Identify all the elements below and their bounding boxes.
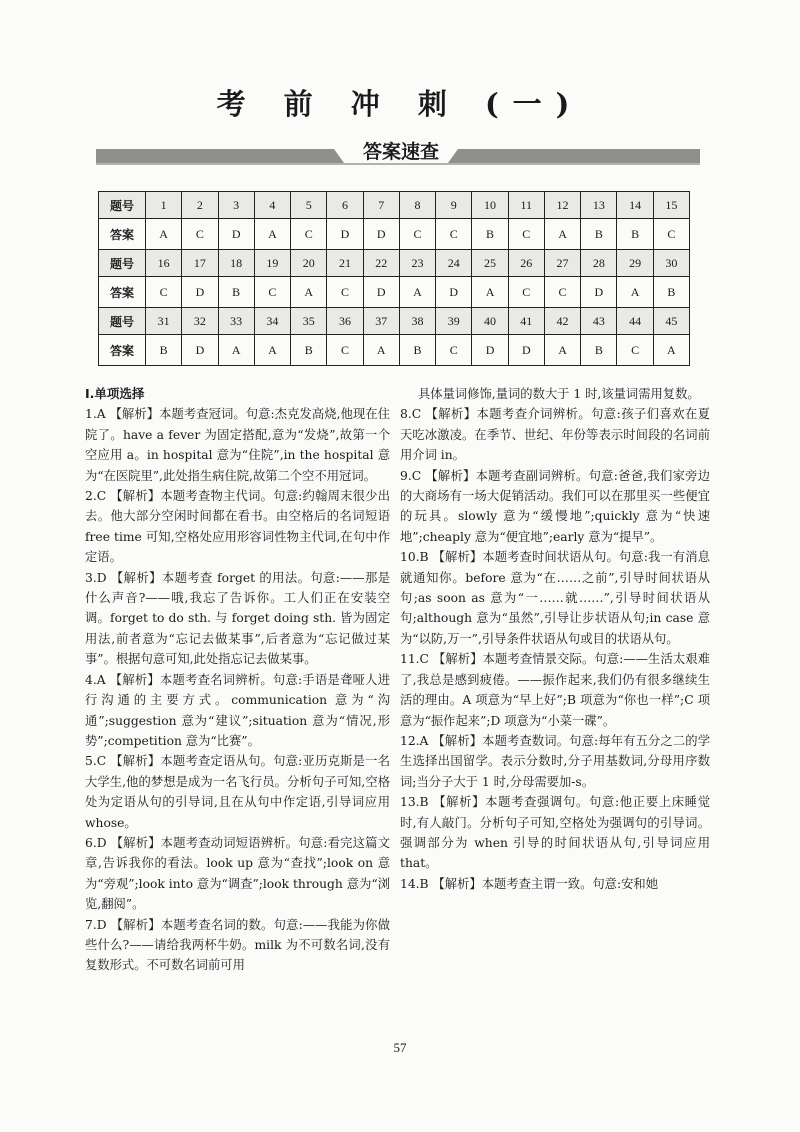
- banner-label: 答案速查: [362, 141, 439, 163]
- row-label-answer: 答案: [99, 219, 146, 250]
- page-title: 考 前 冲 刺 (一): [216, 87, 584, 121]
- question-number-cell: 34: [254, 308, 290, 335]
- question-number-cell: 32: [182, 308, 218, 335]
- explanation-item: 2.C 【解析】本题考查物主代词。句意:约翰周末很少出去。他大部分空闲时间都在看书。由空格后的名词短语 free time 可知,空格处应用形容词性物主代词,在句中作定语。: [85, 489, 390, 565]
- question-number-cell: 3: [218, 192, 254, 219]
- answer-cell: C: [146, 277, 182, 308]
- explanation-item: 12.A 【解析】本题考查数词。句意:每年有五分之二的学生选择出国留学。表示分数时,分子用基数词,分母用序数词;当分子大于 1 时,分母需要加-s。: [400, 733, 710, 789]
- answer-cell: D: [182, 277, 218, 308]
- question-number-cell: 27: [544, 250, 580, 277]
- question-number-cell: 19: [254, 250, 290, 277]
- question-number-cell: 41: [508, 308, 544, 335]
- explanation-item: 11.C 【解析】本题考查情景交际。句意:——生活太艰难了,我总是感到疲倦。——振作起来,我们仍有很多继续生活的理由。A 项意为“早上好”;B 项意为“你也一样”;C 项意为“振作起来”;D 项意为“小菜一碟”。: [400, 652, 710, 728]
- answer-cell: C: [327, 335, 363, 366]
- left-column: [85, 384, 390, 976]
- explanation-item: 5.C 【解析】本题考查定语从句。句意:亚历克斯是一名大学生,他的梦想是成为一名飞行员。分析句子可知,空格处为定语从句的引导词,且在从句中作定语,引导词应用 whose。: [85, 754, 390, 830]
- explanation-item: 13.B 【解析】本题考查强调句。句意:他正要上床睡觉时,有人敲门。分析句子可知,空格处为强调句的引导词。强调部分为 when 引导的时间状语从句,引导词应用 that。: [400, 795, 710, 871]
- answer-row: [99, 219, 690, 250]
- question-number-cell: 40: [472, 308, 508, 335]
- question-number-cell: 5: [291, 192, 327, 219]
- question-number-cell: 10: [472, 192, 508, 219]
- explanation-item: 6.D 【解析】本题考查动词短语辨析。句意:看完这篇文章,告诉我你的看法。look up 意为“查找”;look on 意为“旁观”;look into 意为“调查”;look through 意为“浏览,翻阅”。: [85, 835, 390, 912]
- question-number-cell: 23: [399, 250, 435, 277]
- question-number-cell: 15: [653, 192, 689, 219]
- section-title: Ⅰ.单项选择: [85, 386, 145, 401]
- row-label-answer: 答案: [99, 277, 146, 308]
- answer-cell: C: [544, 277, 580, 308]
- explanation-item: 7.D 【解析】本题考查名词的数。句意:——我能为你做些什么?——请给我两杯牛奶。milk 为不可数名词,没有复数形式。不可数名词前可用: [85, 917, 390, 973]
- answer-cell: C: [254, 277, 290, 308]
- question-number-cell: 28: [581, 250, 617, 277]
- question-number-cell: 20: [291, 250, 327, 277]
- answer-cell: B: [653, 277, 689, 308]
- explanation-item: 3.D 【解析】本题考查 forget 的用法。句意:——那是什么声音?——哦,我忘了告诉你。工人们正在安装空调。forget to do sth. 与 forget doing sth. 皆为固定用法,前者意为“忘记去做某事”,后者意为“忘记做过某事”。根据句意可知,此处指忘记去做某事。: [85, 570, 390, 667]
- question-number-cell: 22: [363, 250, 399, 277]
- answer-cell: C: [653, 219, 689, 250]
- answer-cell: D: [581, 277, 617, 308]
- answer-cell: D: [327, 219, 363, 250]
- question-number-cell: 44: [617, 308, 653, 335]
- row-label-number: 题号: [99, 192, 146, 219]
- question-number-row: [99, 192, 690, 219]
- answer-cell: C: [617, 335, 653, 366]
- answer-cell: C: [436, 335, 472, 366]
- explanation-item: 14.B 【解析】本题考查主谓一致。句意:安和她: [400, 876, 658, 891]
- answer-cell: A: [291, 277, 327, 308]
- question-number-cell: 18: [218, 250, 254, 277]
- answer-cell: A: [254, 219, 290, 250]
- question-number-cell: 16: [146, 250, 182, 277]
- explanation-item: 1.A 【解析】本题考查冠词。句意:杰克发高烧,他现在住院了。have a fever 为固定搭配,意为“发烧”,故第一个空应用 a。in hospital 意为“住院”,in the hospital 意为“在医院里”,此处指生病住院,故第二个空不用冠词。: [85, 407, 390, 483]
- answer-cell: A: [146, 219, 182, 250]
- right-column: [400, 384, 710, 894]
- question-number-cell: 8: [399, 192, 435, 219]
- question-number-row: [99, 308, 690, 335]
- question-number-cell: 13: [581, 192, 617, 219]
- question-number-cell: 45: [653, 308, 689, 335]
- question-number-cell: 25: [472, 250, 508, 277]
- answer-cell: C: [399, 219, 435, 250]
- continued-text: 具体量词修饰,量词的数大于 1 时,该量词需用复数。: [418, 387, 700, 401]
- page-number: 57: [393, 1040, 407, 1055]
- question-number-cell: 42: [544, 308, 580, 335]
- answer-cell: A: [254, 335, 290, 366]
- question-number-cell: 29: [617, 250, 653, 277]
- explanation-item: 10.B 【解析】本题考查时间状语从句。句意:我一有消息就通知你。before 意为“在……之前”,引导时间状语从句;as soon as 意为“一……就……”,引导时间状语从句;although 意为“虽然”,引导让步状语从句;in case 意为“以防,万一”,引导条件状语从句或目的状语从句。: [400, 550, 710, 646]
- explanation-item: 9.C 【解析】本题考查副词辨析。句意:爸爸,我们家旁边的大商场有一场大促销活动。我们可以在那里买一些便宜的玩具。slowly 意为“缓慢地”;quickly 意为“快速地”;cheaply 意为“便宜地”;early 意为“提早”。: [400, 468, 710, 544]
- question-number-cell: 30: [653, 250, 689, 277]
- question-number-cell: 1: [146, 192, 182, 219]
- answer-cell: B: [581, 219, 617, 250]
- answer-cell: A: [617, 277, 653, 308]
- question-number-cell: 17: [182, 250, 218, 277]
- answer-banner: [96, 143, 700, 165]
- answer-cell: D: [472, 335, 508, 366]
- question-number-cell: 43: [581, 308, 617, 335]
- row-label-number: 题号: [99, 250, 146, 277]
- row-label-answer: 答案: [99, 335, 146, 366]
- answer-cell: D: [363, 277, 399, 308]
- explanation-item: 8.C 【解析】本题考查介词辨析。句意:孩子们喜欢在夏天吃冰激凌。在季节、世纪、年份等表示时间段的名词前用介词 in。: [400, 407, 710, 463]
- answer-cell: D: [363, 219, 399, 250]
- question-number-cell: 31: [146, 308, 182, 335]
- answer-table: [98, 191, 690, 366]
- answer-cell: B: [581, 335, 617, 366]
- answer-cell: D: [182, 335, 218, 366]
- question-number-cell: 2: [182, 192, 218, 219]
- answer-cell: D: [508, 335, 544, 366]
- answer-cell: A: [218, 335, 254, 366]
- question-number-cell: 38: [399, 308, 435, 335]
- row-label-number: 题号: [99, 308, 146, 335]
- answer-cell: B: [399, 335, 435, 366]
- answer-cell: B: [218, 277, 254, 308]
- answer-cell: B: [472, 219, 508, 250]
- answer-cell: C: [436, 219, 472, 250]
- question-number-cell: 11: [508, 192, 544, 219]
- answer-cell: B: [291, 335, 327, 366]
- answer-cell: A: [544, 335, 580, 366]
- question-number-cell: 12: [544, 192, 580, 219]
- answer-cell: C: [508, 219, 544, 250]
- question-number-cell: 6: [327, 192, 363, 219]
- answer-cell: A: [544, 219, 580, 250]
- answer-cell: D: [218, 219, 254, 250]
- question-number-cell: 9: [436, 192, 472, 219]
- question-number-cell: 14: [617, 192, 653, 219]
- answer-cell: A: [472, 277, 508, 308]
- answer-cell: D: [436, 277, 472, 308]
- explanation-item: 4.A 【解析】本题考查名词辨析。句意:手语是聋哑人进行沟通的主要方式。communication 意为“沟通”;suggestion 意为“建议”;situation 意为“情况,形势”;competition 意为“比赛”。: [85, 672, 390, 748]
- answer-cell: B: [617, 219, 653, 250]
- answer-row: [99, 335, 690, 366]
- question-number-cell: 36: [327, 308, 363, 335]
- answer-cell: A: [653, 335, 689, 366]
- answer-cell: C: [182, 219, 218, 250]
- question-number-cell: 26: [508, 250, 544, 277]
- question-number-cell: 21: [327, 250, 363, 277]
- question-number-cell: 39: [436, 308, 472, 335]
- question-number-cell: 7: [363, 192, 399, 219]
- answer-row: [99, 277, 690, 308]
- answer-cell: A: [399, 277, 435, 308]
- answer-cell: C: [508, 277, 544, 308]
- question-number-row: [99, 250, 690, 277]
- answer-cell: A: [363, 335, 399, 366]
- question-number-cell: 33: [218, 308, 254, 335]
- question-number-cell: 37: [363, 308, 399, 335]
- question-number-cell: 24: [436, 250, 472, 277]
- answer-cell: B: [146, 335, 182, 366]
- answer-cell: C: [327, 277, 363, 308]
- question-number-cell: 35: [291, 308, 327, 335]
- question-number-cell: 4: [254, 192, 290, 219]
- answer-cell: C: [291, 219, 327, 250]
